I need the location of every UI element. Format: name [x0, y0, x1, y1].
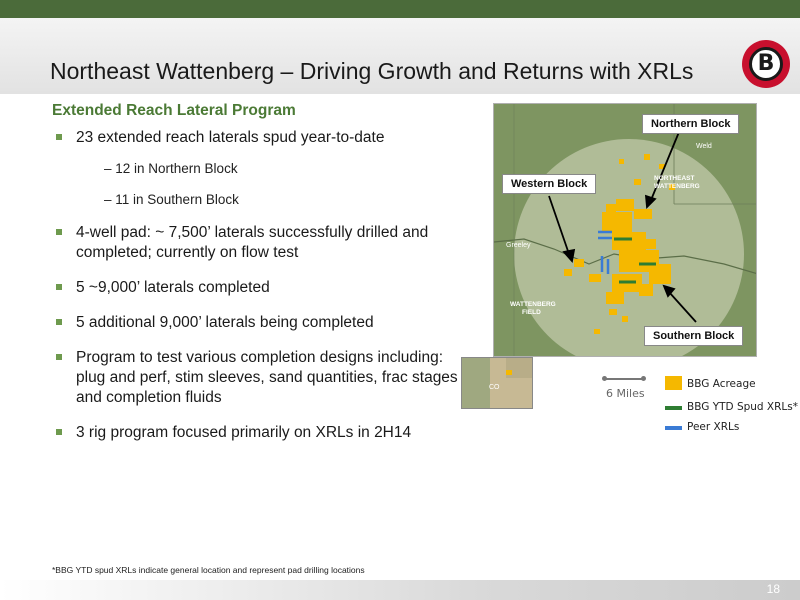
- legend-acreage-label: BBG Acreage: [687, 378, 756, 390]
- bullet-item: 5 additional 9,000’ laterals being completed: [56, 313, 476, 333]
- bullet-item: 3 rig program focused primarily on XRLs in 2H14: [56, 423, 476, 443]
- northeast-label: WATTENBERG: [654, 183, 700, 190]
- bullet-square-icon: [56, 229, 62, 235]
- bullet-item: 4-well pad: ~ 7,500’ laterals successfully drilled and completed; currently on flow test: [56, 223, 476, 263]
- greeley-label: Greeley: [506, 242, 531, 249]
- footer-band: [0, 580, 800, 600]
- slide-title: Northeast Wattenberg – Driving Growth and Returns with XRLs: [50, 58, 694, 84]
- logo-letter: B: [749, 47, 783, 81]
- footnote: *BBG YTD spud XRLs indicate general location and represent pad drilling locations: [52, 565, 365, 575]
- bullet-list: [56, 128, 476, 443]
- wattenberg-label: FIELD: [522, 309, 541, 316]
- map-graphic: [494, 104, 757, 357]
- company-logo: [742, 40, 790, 88]
- bullet-square-icon: [56, 354, 62, 360]
- bullet-item: Program to test various completion designs including: plug and perf, stim sleeves, sand quantities, frac stages and completion fluids: [56, 348, 476, 408]
- bullet-square-icon: [56, 134, 62, 140]
- legend-spud-label: BBG YTD Spud XRLs*: [687, 401, 798, 413]
- bullet-item: 5 ~9,000’ laterals completed: [56, 278, 476, 298]
- top-bar: [0, 0, 800, 18]
- callout-western-block: Western Block: [502, 174, 596, 194]
- section-subtitle: Extended Reach Lateral Program: [52, 102, 296, 119]
- legend-spud-swatch: [665, 406, 682, 410]
- weld-label: Weld: [696, 143, 712, 150]
- callout-southern-block: Southern Block: [644, 326, 743, 346]
- sub-bullet-item: – 11 in Southern Block: [104, 192, 239, 207]
- northeast-label: NORTHEAST: [654, 175, 695, 182]
- bullet-square-icon: [56, 284, 62, 290]
- legend-peer-swatch: [665, 426, 682, 430]
- acreage-map: [493, 103, 757, 357]
- bullet-item: 23 extended reach laterals spud year-to-date: [56, 128, 476, 148]
- sub-bullet-item: – 12 in Northern Block: [104, 161, 238, 176]
- callout-northern-block: Northern Block: [642, 114, 739, 134]
- page-number: 18: [766, 582, 780, 596]
- inset-state-map: [461, 357, 533, 409]
- inset-co-label: CO: [489, 384, 500, 391]
- inset-graphic: [462, 358, 533, 409]
- wattenberg-label: WATTENBERG: [510, 301, 556, 308]
- bullet-square-icon: [56, 319, 62, 325]
- scale-bar: [604, 378, 644, 380]
- legend-peer-label: Peer XRLs: [687, 421, 740, 433]
- scale-label: 6 Miles: [606, 387, 645, 400]
- legend-acreage-swatch: [665, 376, 682, 390]
- bullet-square-icon: [56, 429, 62, 435]
